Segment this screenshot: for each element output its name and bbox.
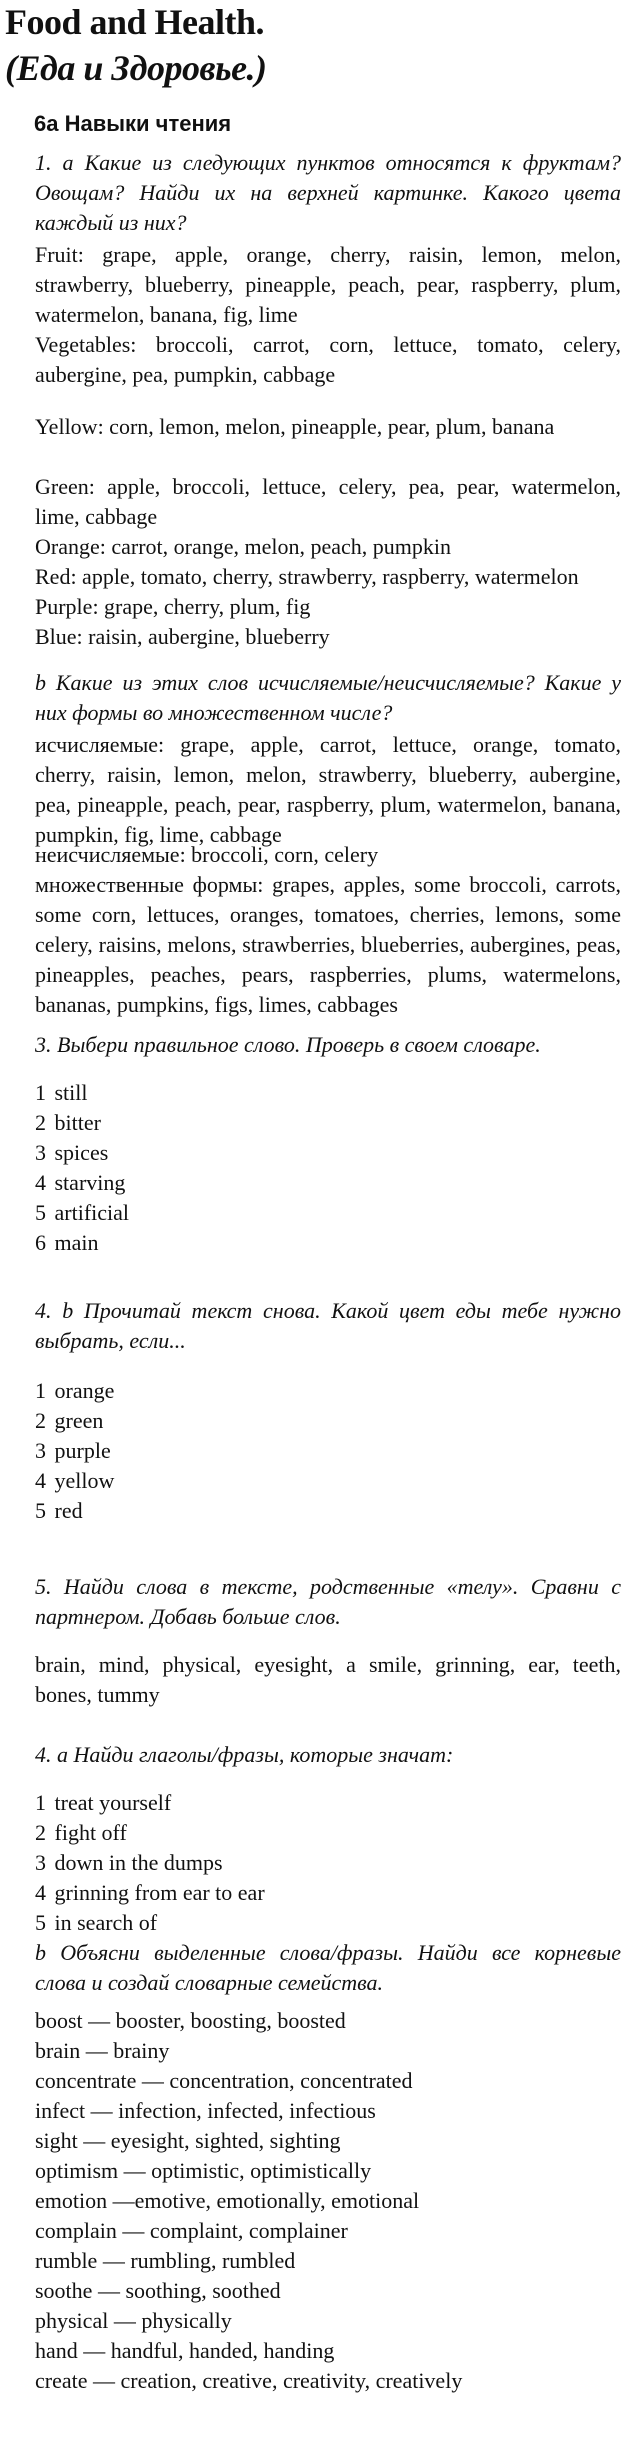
list-item: 2 fight off bbox=[35, 1820, 127, 1845]
page-title: Food and Health. bbox=[5, 2, 265, 42]
task4b-answers bbox=[35, 1376, 621, 1526]
list-item: 4 starving bbox=[35, 1170, 126, 1195]
task4a-instruction: 4. а Найди глаголы/фразы, которые значат: bbox=[35, 1742, 454, 1767]
fruit-list: Fruit: grape, apple, orange, cherry, raisin, lemon, melon, strawberry, blueberry, pineapple, peach, pear, raspberry, plum, watermelon, banana, fig, lime bbox=[35, 242, 621, 327]
task4b-instruction: 4. b Прочитай текст снова. Какой цвет еды тебе нужно выбрать, если... bbox=[35, 1298, 621, 1353]
list-item: 3 down in the dumps bbox=[35, 1850, 223, 1875]
page-subtitle: (Еда и Здоровье.) bbox=[5, 48, 267, 88]
list-item: 4 yellow bbox=[35, 1468, 115, 1493]
vegetables-list: Vegetables: broccoli, carrot, corn, lettuce, tomato, celery, aubergine, pea, pumpkin, cabbage bbox=[35, 332, 621, 387]
task4b2-instruction: b Объясни выделенные слова/фразы. Найди все корневые слова и создай словарные семейства. bbox=[35, 1940, 621, 1995]
orange-list: Orange: carrot, orange, melon, peach, pumpkin bbox=[35, 534, 452, 559]
list-item: 2 green bbox=[35, 1408, 104, 1433]
list-item: 6 main bbox=[35, 1230, 99, 1255]
list-item: 4 grinning from ear to ear bbox=[35, 1880, 265, 1905]
list-item: 3 spices bbox=[35, 1140, 109, 1165]
list-item: concentrate — concentration, concentrated bbox=[35, 2068, 413, 2093]
task3-answers bbox=[35, 1078, 621, 1258]
list-item: 1 treat yourself bbox=[35, 1790, 172, 1815]
list-item: infect — infection, infected, infectious bbox=[35, 2098, 376, 2123]
list-item: rumble — rumbling, rumbled bbox=[35, 2248, 296, 2273]
uncountable-list: неисчисляемые: broccoli, corn, celery bbox=[35, 842, 379, 867]
task1b-instruction: b Какие из этих слов исчисляемые/неисчисляемые? Какие у них формы во множественном числе? bbox=[35, 670, 621, 725]
list-item: soothe — soothing, soothed bbox=[35, 2278, 281, 2303]
task5-instruction: 5. Найди слова в тексте, родственные «телу». Сравни с партнером. Добавь больше слов. bbox=[35, 1574, 621, 1629]
purple-list: Purple: grape, cherry, plum, fig bbox=[35, 594, 311, 619]
plurals-list: множественные формы: grapes, apples, some broccoli, carrots, some corn, lettuces, oranges, tomatoes, cherries, lemons, some celery, raisins, melons, strawberries, blueberries, aubergines, peas, pineapples, peaches, pears, raspberries, plums, watermelons, bananas, pumpkins, figs, limes, cabbages bbox=[35, 872, 621, 1017]
list-item: 5 artificial bbox=[35, 1200, 130, 1225]
countable-list: исчисляемые: grape, apple, carrot, lettuce, orange, tomato, cherry, raisin, lemon, melon, strawberry, blueberry, aubergine, pea, pineapple, peach, pear, raspberry, plum, watermelon, banana, pumpkin, fig, lime, cabbage bbox=[35, 732, 621, 847]
green-list: Green: apple, broccoli, lettuce, celery, pea, pear, watermelon, lime, cabbage bbox=[35, 474, 621, 529]
list-item: brain — brainy bbox=[35, 2038, 170, 2063]
list-item: hand — handful, handed, handing bbox=[35, 2338, 335, 2363]
list-item: 3 purple bbox=[35, 1438, 111, 1463]
list-item: boost — booster, boosting, boosted bbox=[35, 2008, 346, 2033]
list-item: 2 bitter bbox=[35, 1110, 101, 1135]
task4a-answers bbox=[35, 1788, 621, 1938]
list-item: 5 in search of bbox=[35, 1910, 158, 1935]
list-item: complain — complaint, complainer bbox=[35, 2218, 348, 2243]
task3-instruction: 3. Выбери правильное слово. Проверь в своем словаре. bbox=[35, 1032, 541, 1057]
yellow-list: Yellow: corn, lemon, melon, pineapple, pear, plum, banana bbox=[35, 414, 555, 439]
red-list: Red: apple, tomato, cherry, strawberry, raspberry, watermelon bbox=[35, 564, 579, 589]
list-item: 5 red bbox=[35, 1498, 83, 1523]
task5-answer: brain, mind, physical, eyesight, a smile, grinning, ear, teeth, bones, tummy bbox=[35, 1652, 621, 1707]
list-item: sight — eyesight, sighted, sighting bbox=[35, 2128, 341, 2153]
task1a-instruction: 1. а Какие из следующих пунктов относятся к фруктам? Овощам? Найди их на верхней картинке. Какого цвета каждый из них? bbox=[35, 150, 621, 235]
list-item: create — creation, creative, creativity, creatively bbox=[35, 2368, 463, 2393]
blue-list: Blue: raisin, aubergine, blueberry bbox=[35, 624, 330, 649]
list-item: 1 still bbox=[35, 1080, 88, 1105]
list-item: optimism — optimistic, optimistically bbox=[35, 2158, 372, 2183]
list-item: 1 orange bbox=[35, 1378, 115, 1403]
section-title: 6а Навыки чтения bbox=[34, 111, 232, 136]
list-item: emotion —emotive, emotionally, emotional bbox=[35, 2188, 420, 2213]
word-families bbox=[35, 2006, 621, 2396]
list-item: physical — physically bbox=[35, 2308, 232, 2333]
